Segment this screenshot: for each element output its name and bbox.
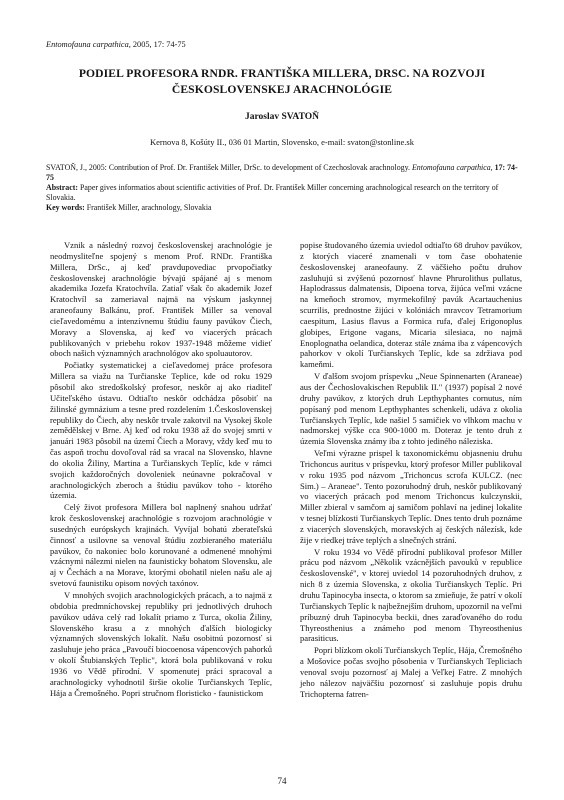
- article-title: [20, 66, 544, 97]
- author-affiliation: Kernova 8, Košúty II., 036 01 Martin, Slovensko, e-mail: svaton@stonline.sk: [150, 137, 414, 147]
- paragraph: Celý život profesora Millera bol naplnený snahou udržať krok československej arachnológie s rozvojom arachnológie v susedných európskych krajinách. Vyvíjal bohatú zberateľskú činnosť a usilovne sa venoval štúdiu zozbieraného materiálu pavúkov, čo nakoniec bolo korunované a odmenené mnohými vzácnymi nálezmi nielen na faunisticky bohatom Slovensku, ale aj v Čechách a na Morave, ktorými obohatil nielen našu ale aj svetovú faunistiku opisom nových taxónov.: [50, 502, 272, 589]
- abstract: [46, 183, 524, 203]
- citation: [46, 163, 524, 183]
- paragraph: Veľmi výrazne prispel k taxonomickému objasneniu druhu Trichoncus auritus v príspevku, ktorý profesor Miller publikoval v roku 1935 pod názvom „Trichoncus scrofa KULCZ. (nec Sim.) – Araneae". Tento pozoruhodný druh, neskôr publikovaný vo viacerých prácach pod menom Trichoncus kulczynskii, Miller zbieral v samčom aj samičom pohlaví na jedinej lokalite v tesnej blízkosti Turčianskych Teplíc. Dnes tento druh poznáme z viacerých slovenských, moravských aj českých nálezísk, kde žije v riedkej tráve teplých a slnečných strání.: [300, 448, 522, 545]
- author-name: Jaroslav SVATOŇ: [245, 112, 319, 122]
- citation-journal: Entomofauna carpathica,: [411, 163, 493, 172]
- title-line-2: ČESKOSLOVENSKEJ ARACHNOLÓGIE: [171, 82, 393, 96]
- paragraph: V ďalšom svojom príspevku „Neue Spinnenarten (Araneae) aus der Čechoslovakischen Republik II." (1937) popísal 2 nové druhy pavúkov, z ktorých druh Lepthyphantes cornutus, ním popísaný pod menom Lepthyphantes schenkeli, udáva z okolia Turčianskych Teplíc, kde našiel 5 samičiek vo vlhkom machu v nadmorskej výške cca 900-1000 m. Doteraz je tento druh z územia Slovenska známy iba z tohto jediného náleziska.: [300, 371, 522, 447]
- journal-volume-pages: 2005, 17: 74-75: [132, 40, 186, 49]
- title-line-1: PODIEL PROFESORA RNDR. FRANTIŠKA MILLERA, DRSC. NA ROZVOJI: [78, 67, 486, 80]
- paragraph: Počiatky systematickej a cieľavedomej práce profesora Millera sa viažu na Turčianske Teplice, kde od roku 1929 pôsobil ako stredoškolský profesor, neskôr aj ako riaditeľ Učiteľského ústavu. Odtiaľto neskôr odchádza pôsobiť na žilinské gymnázium a tesne pred rozdelením 1.Československej republiky do Čiech, aby neskôr trvale zakotvil na Vysokej škole zemědělskej v Brne. Aj keď od roku 1938 až do svojej smrti v januári 1983 pôsobil na území Čiech a Moravy, vždy keď mu to čas aspoň trochu dovoľoval rád sa vracal na Slovensko, hlavne do okolia Žiliny, Martina a Turčianskych Teplíc, kde v rámci svojich každoročných dovoleniek neúnavne pokračoval v arachnologických zberoch a štúdiu pavúkov toho - ktorého územia.: [50, 360, 272, 501]
- citation-text: SVATOŇ, J., 2005: Contribution of Prof. Dr. František Miller, DrSc. to development of Czechoslovak arachnology.: [46, 163, 410, 172]
- paragraph: Popri blízkom okolí Turčianskych Teplíc, Hája, Čremošného a Mošovice počas svojho pôsobenia v Turčianskych Tepliciach venoval svoju pozornosť aj Malej a Veľkej Fatre. Z mnohých jeho nálezov najväčšiu pozornosť si zasluhuje popis druhu Trichopterna fatren-: [300, 645, 522, 699]
- citation-volume: 17: 74-75: [46, 163, 518, 182]
- keywords-label: Key words:: [46, 203, 85, 212]
- abstract-block: [46, 163, 524, 213]
- keywords: [46, 203, 524, 213]
- page-number: 74: [277, 776, 287, 786]
- journal-name: Entomofauna carpathica,: [46, 40, 131, 49]
- abstract-label: Abstract:: [46, 183, 78, 192]
- paragraph: popise študovaného územia uviedol odtiaľto 68 druhov pavúkov, z ktorých viaceré znamenali v tom čase obohatenie československej araneofauny. Z väčšieho počtu druhov zasluhujú si zvýšenú pozornosť hlavne Phrurolithus pullatus, Haplodrassus dalmatensis, Dipoena torva, žijúca veľmi vzácne na kmeňoch stromov, myrmekofilný pavúk Acartauchenius scurrilis, prednostne žijúci v kolóniách mravcov Tetramorium caespitum, Lasius flavus a Formica rufa, ďalej Erigonoplus globipes, Erigone vagans, Micaria silesiaca, no najmä Enoplognatha oelandica, doteraz stále známa iba z vápencových pahorkov v okolí Turčianskych Teplíc, kde sa zdržiava pod kameňmi.: [300, 240, 522, 370]
- body-column-left: [50, 240, 272, 698]
- journal-header: [46, 40, 186, 49]
- paragraph: V roku 1934 vo Vědě přírodní publikoval profesor Miller prácu pod názvom „Několik vzácnějších pavouků v republice československé", v ktorej uviedol 14 pozoruhodných druhov, z nich 8 z územia Slovenska, z okolia Turčianskych Teplíc. Pri druhu Tapinocyba insecta, o ktorom sa zmieňuje, že patrí v okolí Turčianskych Teplíc k najbežnejším druhom, upozornil na veľmi príbuzný druh Tapinocyba beckii, dnes zaraďovaného do rodu Thyreosthenius a známeho pod menom Thyreosthenius parasiticus.: [300, 546, 522, 644]
- paragraph: V mnohých svojich arachnologických prácach, a to najmä z obdobia predmníchovskej republiky pri jednotlivých druhoch pavúkov udáva celý rad lokalít priamo z Turca, okolia Žiliny, Slovenského krasu a z mnohých ďalších biologicky významných slovenských lokalít. Našu osobitnú pozornosť si zasluhuje jeho práca „Pavoučí biocoenosa vápencových pahorků v okolí Štubianských Teplic", ktorá bola publikovaná v roku 1936 vo Vědě přírodní. V spomenutej práci spracoval a arachnologicky vyhodnotil širšie okolie Turčianskych Teplíc, Hája a Čremošného. Popri stručnom floristicko - faunistickom: [50, 590, 272, 698]
- abstract-text: Paper gives informatios about scientific activities of Prof. Dr. František Miller concerning arachnological research on the territory of Slovakia.: [46, 183, 499, 202]
- keywords-text: František Miller, arachnology, Slovakia: [86, 203, 212, 212]
- body-column-right: [300, 240, 522, 699]
- paragraph: Vznik a následný rozvoj československej arachnológie je neodmysliteľne spojený s menom Prof. RNDr. Františka Millera, DrSc., aj keď pravdupovediac prvopočiatky československej arachnológie bývajú spájané aj s menom akademika Jozefa Kratochvíla. Zatiaľ však čo akademik Jozef Kratochvíl sa zameriaval najmä na výskum jaskynnej araneofauny Balkánu, prof. František Miller sa venoval cieľavedomému a intenzívnemu štúdiu fauny pavúkov Čiech, Moravy a Slovenska, aj keď vo viacerých prácach publikovaných v priebehu rokov 1937-1948 môžeme vidieť oboch našich významných arachnológov ako spoluautorov.: [50, 240, 272, 359]
